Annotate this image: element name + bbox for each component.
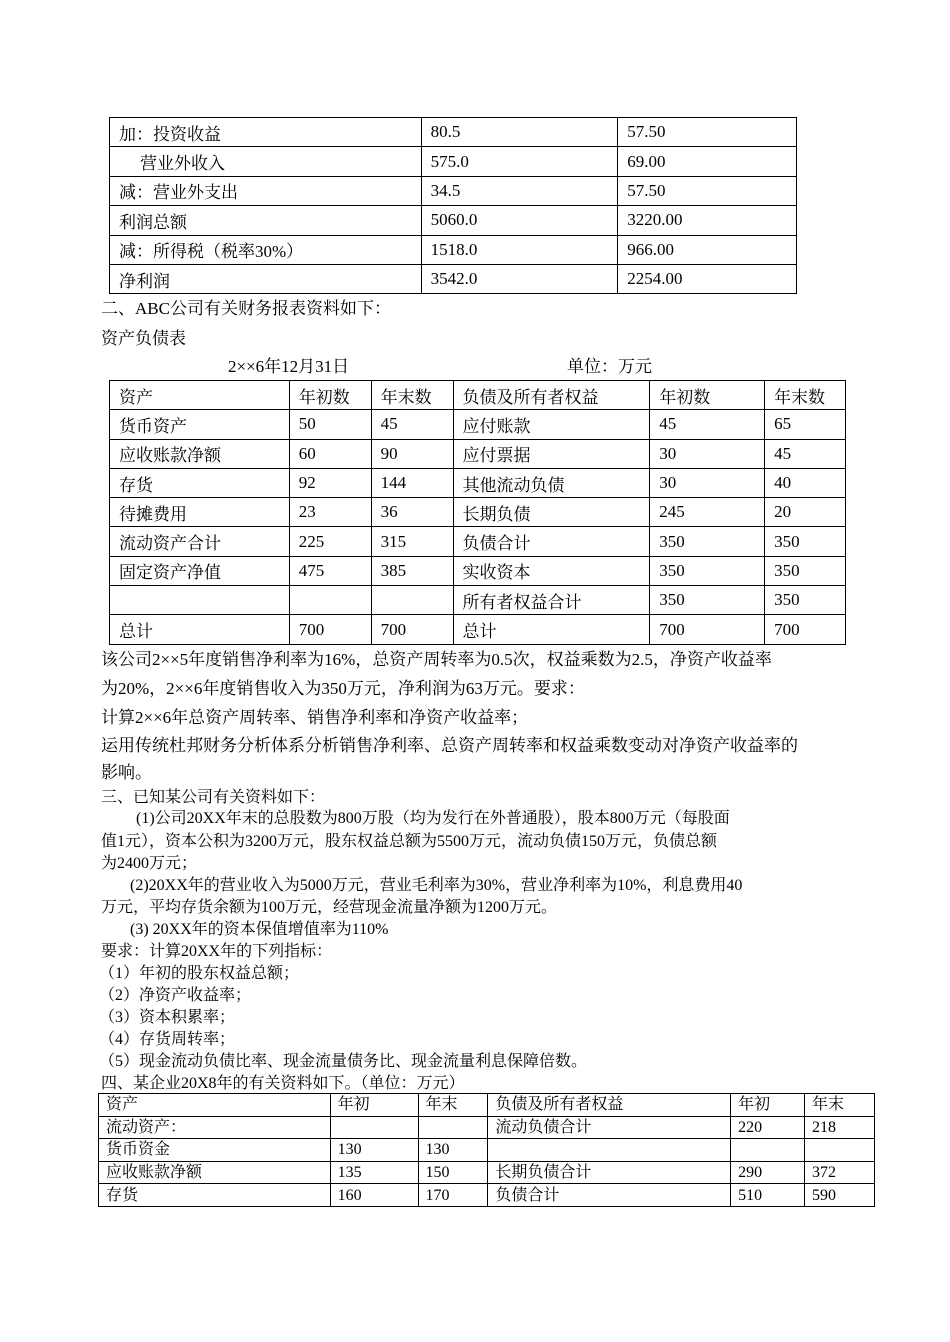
table-header-cell: 年末数 xyxy=(371,381,453,410)
table-cell: 存货 xyxy=(110,468,290,497)
table-cell: 160 xyxy=(330,1184,418,1207)
table-cell: 应收账款净额 xyxy=(99,1161,331,1184)
table-row xyxy=(110,410,846,439)
table-header-cell: 年末 xyxy=(418,1094,488,1117)
section3-item3: (3) 20XX年的资本保值增值率为110% xyxy=(130,921,389,938)
table-cell: 220 xyxy=(731,1116,805,1139)
table-header-cell: 年初 xyxy=(330,1094,418,1117)
table-row xyxy=(110,468,846,497)
list-item: （1）年初的股东权益总额； xyxy=(99,965,300,982)
balance-sheet-body xyxy=(110,381,846,645)
table-header-row xyxy=(99,1094,875,1117)
table-cell: 475 xyxy=(289,556,371,585)
table-row xyxy=(99,1161,875,1184)
table-cell: 应付票据 xyxy=(453,439,650,468)
table-cell: 减：所得税（税率30%） xyxy=(110,235,422,264)
section3-item1-line1: (1)公司20XX年末的总股数为800万股（均为发行在外普通股），股本800万元（每股面 xyxy=(136,810,730,827)
table-cell: 245 xyxy=(650,498,765,527)
table-cell: 应收账款净额 xyxy=(110,439,290,468)
table-row xyxy=(110,527,846,556)
table-row xyxy=(99,1184,875,1207)
table-cell xyxy=(731,1139,805,1162)
balance-sheet-date: 2××6年12月31日 xyxy=(228,357,350,376)
table-cell: 流动资产： xyxy=(99,1116,331,1139)
section4-heading: 四、某企业20X8年的有关资料如下。（单位：万元） xyxy=(101,1075,465,1092)
table-cell: 590 xyxy=(805,1184,875,1207)
table-cell: 50 xyxy=(289,410,371,439)
table-cell: 总计 xyxy=(110,615,290,644)
table-cell xyxy=(289,586,371,615)
table-cell xyxy=(110,586,290,615)
table-cell: 1518.0 xyxy=(421,235,618,264)
table-cell: 60 xyxy=(289,439,371,468)
table-cell: 固定资产净值 xyxy=(110,556,290,585)
table-row xyxy=(110,498,846,527)
table-cell: 3542.0 xyxy=(421,264,618,293)
section2-heading: 二、ABC公司有关财务报表资料如下： xyxy=(101,299,391,318)
table-cell xyxy=(418,1116,488,1139)
table-cell: 130 xyxy=(418,1139,488,1162)
section2-requirement-2-line2: 影响。 xyxy=(101,763,152,782)
table-header-cell: 年初 xyxy=(731,1094,805,1117)
table-cell: 135 xyxy=(330,1161,418,1184)
section4-body xyxy=(99,1094,875,1207)
table-row xyxy=(110,176,797,205)
table-cell xyxy=(488,1139,731,1162)
table-cell xyxy=(805,1139,875,1162)
list-item: （4）存货周转率； xyxy=(99,1031,236,1048)
section2-para-line2: 为20%，2××6年度销售收入为350万元，净利润为63万元。要求： xyxy=(101,679,585,698)
income-statement-table xyxy=(109,117,797,294)
table-cell: 所有者权益合计 xyxy=(453,586,650,615)
table-cell: 385 xyxy=(371,556,453,585)
table-cell: 5060.0 xyxy=(421,206,618,235)
table-cell: 372 xyxy=(805,1161,875,1184)
table-cell: 利润总额 xyxy=(110,206,422,235)
section3-item1-line2: 值1元），资本公积为3200万元，股东权益总额为5500万元，流动负债150万元，负债总额 xyxy=(101,833,718,850)
section4-table xyxy=(98,1093,875,1207)
table-cell: 营业外收入 xyxy=(110,147,422,176)
table-cell: 加：投资收益 xyxy=(110,118,422,147)
table-row xyxy=(110,235,797,264)
table-cell: 36 xyxy=(371,498,453,527)
table-cell: 510 xyxy=(731,1184,805,1207)
list-item: （5）现金流动负债比率、现金流量债务比、现金流量利息保障倍数。 xyxy=(99,1053,588,1070)
table-header-cell: 年末数 xyxy=(765,381,846,410)
table-cell: 45 xyxy=(765,439,846,468)
table-cell: 218 xyxy=(805,1116,875,1139)
list-item: （3）资本积累率； xyxy=(99,1009,236,1026)
table-cell: 130 xyxy=(330,1139,418,1162)
balance-sheet-title: 资产负债表 xyxy=(101,329,186,348)
table-cell: 净利润 xyxy=(110,264,422,293)
section2-requirement-2-line1: 运用传统杜邦财务分析体系分析销售净利率、总资产周转率和权益乘数变动对净资产收益率的 xyxy=(101,736,798,755)
section2-requirement-1: 计算2××6年总资产周转率、销售净利率和净资产收益率； xyxy=(101,708,529,727)
table-cell: 150 xyxy=(418,1161,488,1184)
table-header-cell: 资产 xyxy=(110,381,290,410)
table-cell: 57.50 xyxy=(618,118,797,147)
section2-para-line1: 该公司2××5年度销售净利率为16%，总资产周转率为0.5次，权益乘数为2.5，净资产收益率 xyxy=(101,650,772,669)
section3-item2-line1: (2)20XX年的营业收入为5000万元，营业毛利率为30%，营业净利率为10%，利息费用40 xyxy=(130,877,743,894)
table-cell: 总计 xyxy=(453,615,650,644)
table-cell: 流动负债合计 xyxy=(488,1116,731,1139)
table-cell: 23 xyxy=(289,498,371,527)
section3-heading: 三、已知某公司有关资料如下： xyxy=(101,789,326,806)
table-cell: 225 xyxy=(289,527,371,556)
table-header-cell: 年初数 xyxy=(650,381,765,410)
table-cell: 应付账款 xyxy=(453,410,650,439)
table-cell xyxy=(371,586,453,615)
table-cell: 350 xyxy=(650,527,765,556)
table-header-cell: 年初数 xyxy=(289,381,371,410)
table-cell: 30 xyxy=(650,439,765,468)
table-cell: 290 xyxy=(731,1161,805,1184)
table-cell: 700 xyxy=(371,615,453,644)
table-cell: 长期负债合计 xyxy=(488,1161,731,1184)
table-cell: 57.50 xyxy=(618,176,797,205)
table-cell: 350 xyxy=(765,586,846,615)
table-cell: 700 xyxy=(765,615,846,644)
table-cell: 20 xyxy=(765,498,846,527)
table-cell: 实收资本 xyxy=(453,556,650,585)
table-row xyxy=(110,147,797,176)
table-header-row xyxy=(110,381,846,410)
table-cell: 30 xyxy=(650,468,765,497)
table-cell: 货币资金 xyxy=(99,1139,331,1162)
table-cell: 存货 xyxy=(99,1184,331,1207)
income-statement-body xyxy=(110,118,797,294)
table-cell: 170 xyxy=(418,1184,488,1207)
table-cell: 700 xyxy=(289,615,371,644)
table-cell: 长期负债 xyxy=(453,498,650,527)
table-row xyxy=(99,1116,875,1139)
table-cell: 负债合计 xyxy=(488,1184,731,1207)
table-cell: 966.00 xyxy=(618,235,797,264)
balance-sheet-table xyxy=(109,380,846,645)
table-cell: 575.0 xyxy=(421,147,618,176)
table-cell: 92 xyxy=(289,468,371,497)
table-cell: 34.5 xyxy=(421,176,618,205)
table-cell: 350 xyxy=(765,556,846,585)
table-cell: 80.5 xyxy=(421,118,618,147)
table-header-cell: 负债及所有者权益 xyxy=(453,381,650,410)
table-header-cell: 负债及所有者权益 xyxy=(488,1094,731,1117)
section3-require: 要求：计算20XX年的下列指标： xyxy=(101,943,333,960)
list-item: （2）净资产收益率； xyxy=(99,987,252,1004)
section3-item2-line2: 万元，平均存货余额为100万元，经营现金流量净额为1200万元。 xyxy=(101,899,558,916)
table-cell: 流动资产合计 xyxy=(110,527,290,556)
table-cell: 负债合计 xyxy=(453,527,650,556)
table-row xyxy=(110,264,797,293)
table-cell: 待摊费用 xyxy=(110,498,290,527)
table-header-cell: 年末 xyxy=(805,1094,875,1117)
table-row xyxy=(110,586,846,615)
table-cell: 350 xyxy=(765,527,846,556)
table-cell: 700 xyxy=(650,615,765,644)
table-header-cell: 资产 xyxy=(99,1094,331,1117)
table-row xyxy=(110,206,797,235)
table-row xyxy=(99,1139,875,1162)
table-cell: 3220.00 xyxy=(618,206,797,235)
table-cell: 货币资产 xyxy=(110,410,290,439)
table-cell: 350 xyxy=(650,556,765,585)
table-cell: 350 xyxy=(650,586,765,615)
table-cell: 2254.00 xyxy=(618,264,797,293)
table-cell: 其他流动负债 xyxy=(453,468,650,497)
table-row xyxy=(110,439,846,468)
table-cell: 69.00 xyxy=(618,147,797,176)
table-row xyxy=(110,118,797,147)
table-cell: 315 xyxy=(371,527,453,556)
section3-list xyxy=(99,963,587,1073)
table-row xyxy=(110,615,846,644)
balance-sheet-unit: 单位：万元 xyxy=(567,357,652,376)
table-cell: 90 xyxy=(371,439,453,468)
table-cell: 144 xyxy=(371,468,453,497)
table-row xyxy=(110,556,846,585)
table-cell: 40 xyxy=(765,468,846,497)
table-cell: 45 xyxy=(650,410,765,439)
table-cell: 45 xyxy=(371,410,453,439)
table-cell: 65 xyxy=(765,410,846,439)
section3-item1-line3: 为2400万元； xyxy=(101,855,198,872)
table-cell: 减：营业外支出 xyxy=(110,176,422,205)
table-cell xyxy=(330,1116,418,1139)
